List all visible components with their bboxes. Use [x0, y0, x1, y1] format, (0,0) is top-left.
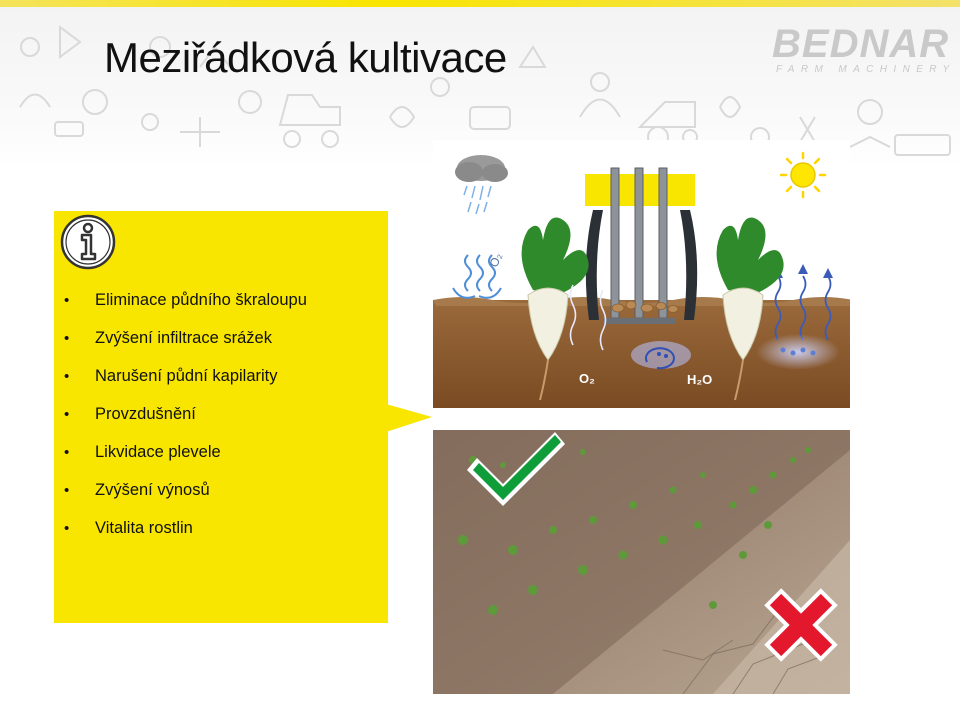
logo-wordmark: BEDNAR — [772, 22, 950, 66]
list-item: • Likvidace plevele — [64, 442, 221, 461]
benefit-text: Vitalita rostlin — [95, 518, 193, 537]
page-title: Meziřádková kultivace — [104, 34, 507, 81]
field-comparison-photo — [433, 430, 850, 694]
water-label: H₂O — [687, 372, 713, 387]
benefit-text: Zvýšení výnosů — [95, 480, 210, 499]
list-item: • Vitalita rostlin — [64, 518, 193, 537]
benefit-text: Likvidace plevele — [95, 442, 221, 461]
benefit-text: Provzdušnění — [95, 404, 196, 423]
panel-pointer — [386, 404, 436, 434]
bednar-logo — [772, 22, 956, 76]
logo-tagline: FARM MACHINERY — [776, 64, 956, 75]
benefits-list — [64, 281, 384, 547]
benefit-text: Eliminace půdního škraloupu — [95, 290, 307, 309]
top-accent-bar — [0, 0, 960, 7]
list-item: • Zvýšení výnosů — [64, 480, 210, 499]
oxygen-label-top: O₂ — [486, 251, 505, 270]
benefit-text: Zvýšení infiltrace srážek — [95, 328, 272, 347]
oxygen-label-bottom: O₂ — [579, 371, 595, 386]
benefit-text: Narušení půdní kapilarity — [95, 366, 278, 385]
cultivation-diagram — [433, 140, 850, 408]
info-icon — [59, 213, 117, 271]
list-item: • Provzdušnění — [64, 404, 196, 423]
list-item: • Zvýšení infiltrace srážek — [64, 328, 272, 347]
list-item: • Eliminace půdního škraloupu — [64, 290, 307, 309]
list-item: • Narušení půdní kapilarity — [64, 366, 278, 385]
